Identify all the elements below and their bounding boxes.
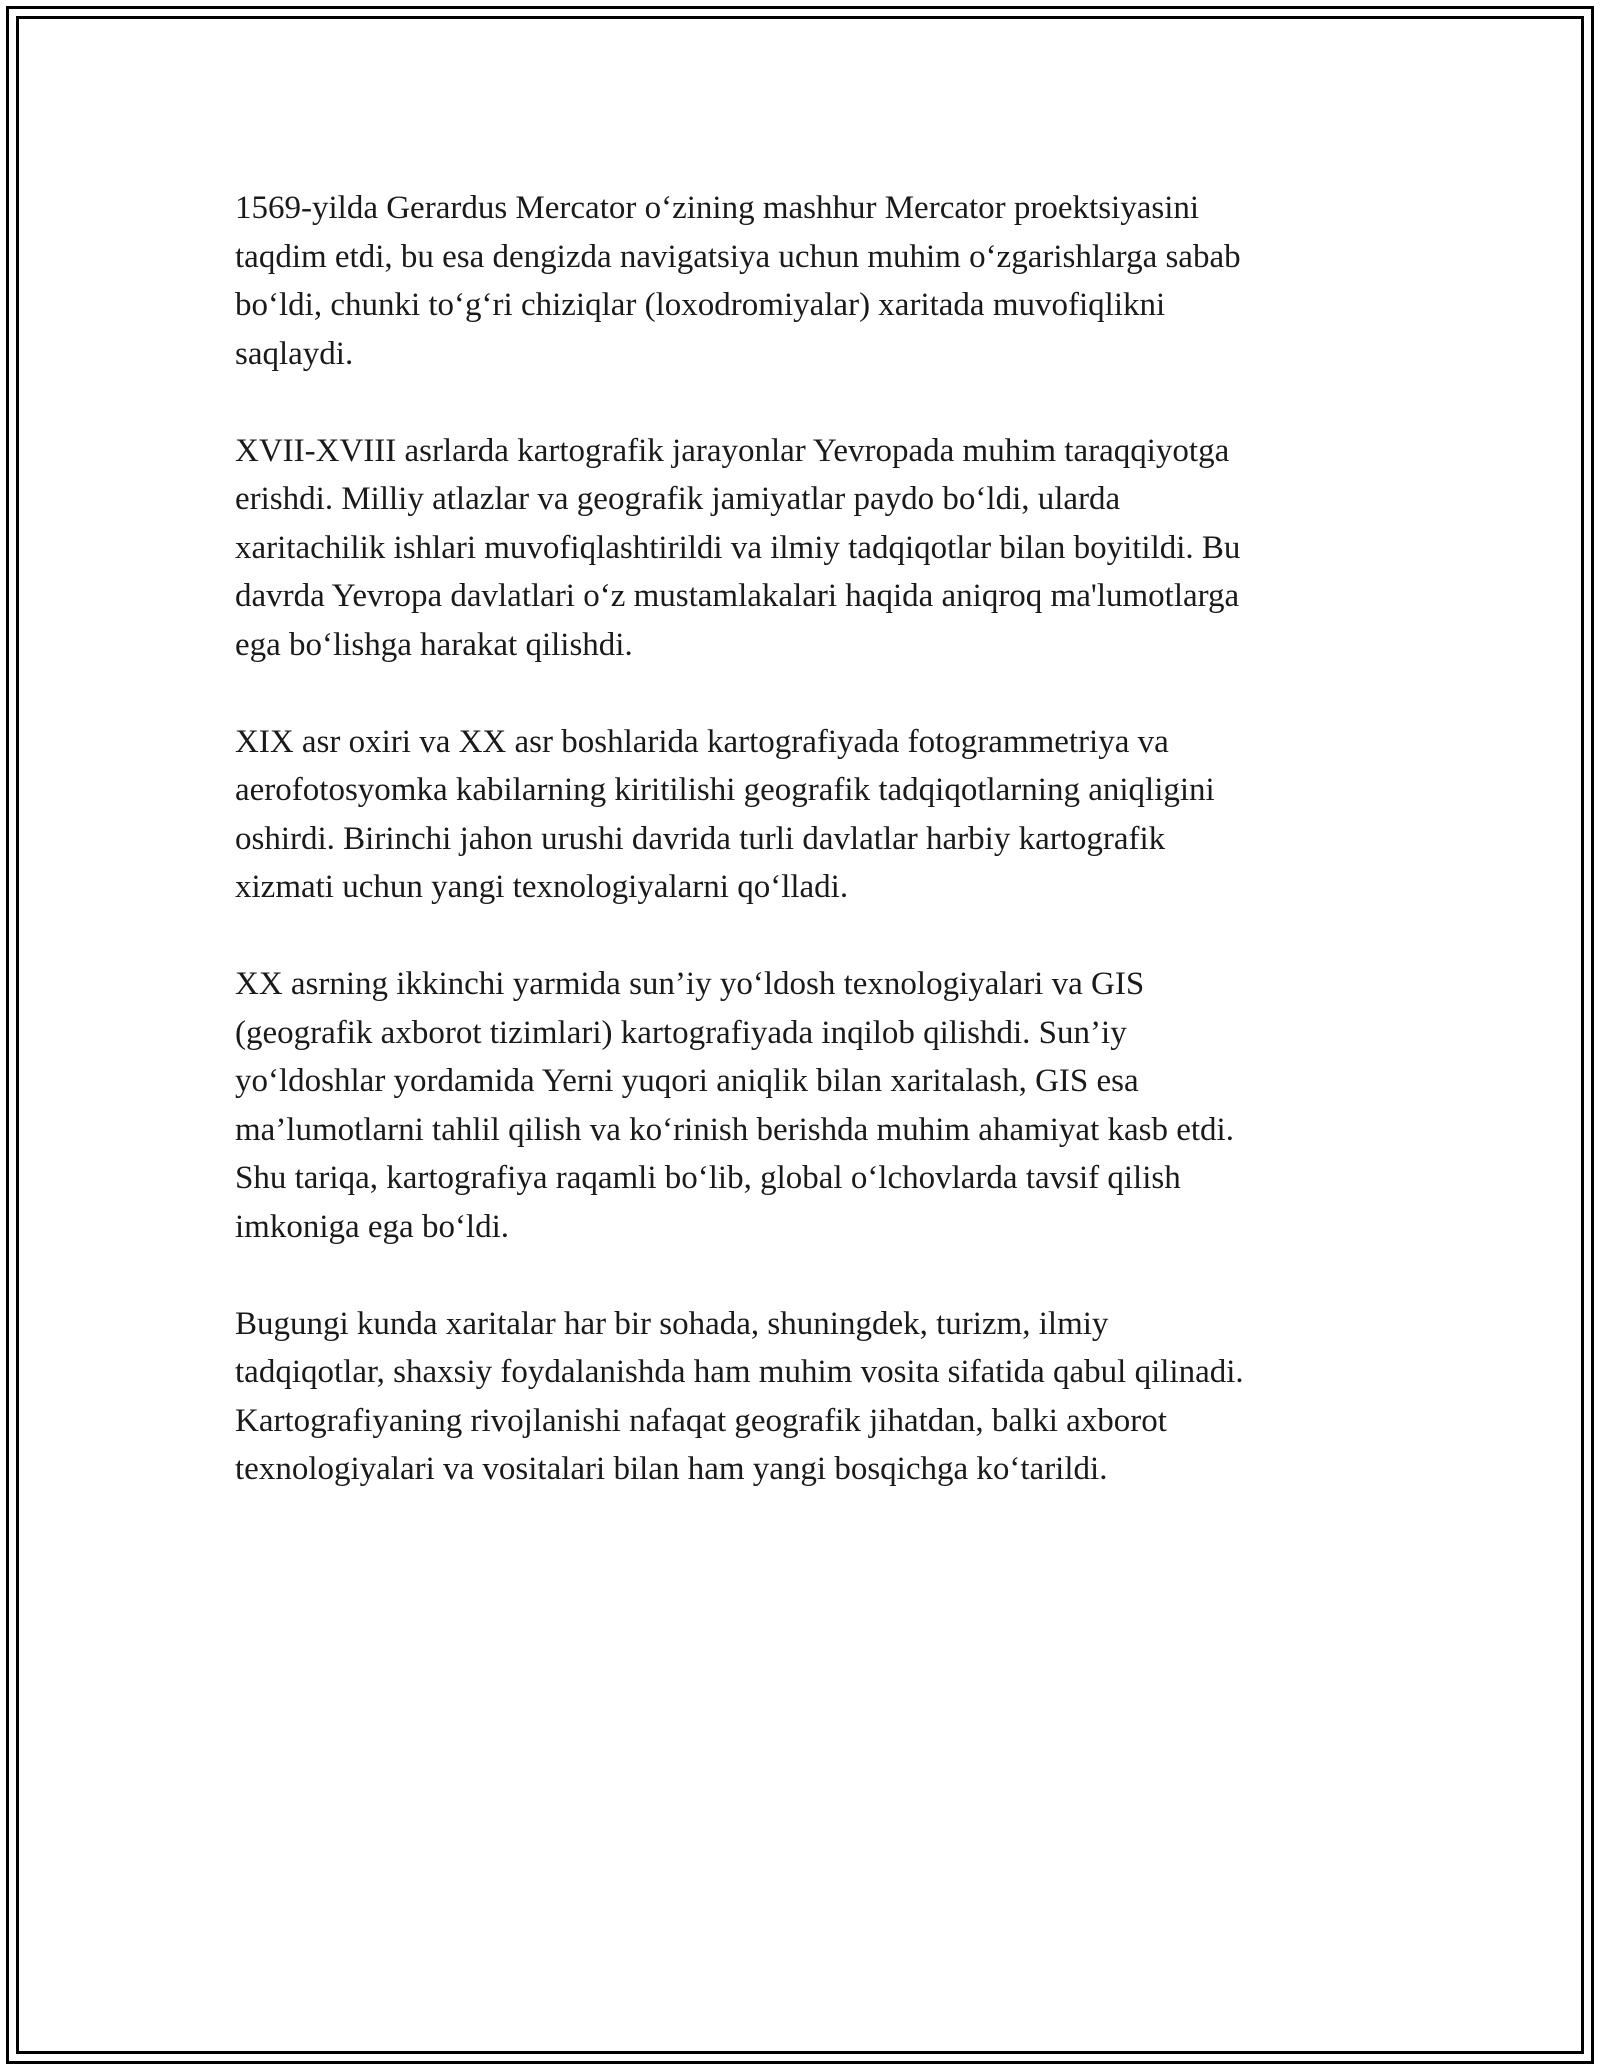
paragraph-19-20-century: XIX asr oxiri va XX asr boshlarida kartografiyada fotogrammetriya va aerofotosyomka kabilarning kiritilishi geografik tadqiqotlarning aniqligini oshirdi. Birinchi jahon urushi davrida turli davlatlar harbiy kartografik xizmati uchun yangi texnologiyalarni qo‘lladi. <box>235 723 1215 905</box>
paragraph-mercator: 1569-yilda Gerardus Mercator o‘zining mashhur Mercator proektsiyasini taqdim etdi, bu esa dengizda navigatsiya uchun muhim o‘zgarishlarga sabab bo‘ldi, chunki to‘g‘ri chiziqlar (loxodromiyalar) xaritada muvofiqlikni saqlaydi. <box>235 190 1241 372</box>
paragraph-17-18-century: XVII-XVIII asrlarda kartografik jarayonlar Yevropada muhim taraqqiyotga erishdi. Milliy atlazlar va geografik jamiyatlar paydo bo‘ldi, ularda xaritachilik ishlari muvofiqlashtirildi va ilmiy tadqiqotlar bilan boyitildi. Bu davrda Yevropa davlatlari o‘z mustamlakalari haqida aniqroq ma'lumotlarga ega bo‘lishga harakat qilishdi. <box>235 432 1241 663</box>
paragraph-today: Bugungi kunda xaritalar har bir sohada, shuningdek, turizm, ilmiy tadqiqotlar, shaxsiy foydalanishda ham muhim vosita sifatida qabul qilinadi. Kartografiyaning rivojlanishi nafaqat geografik jihatdan, balki axborot texnologiyalari va vositalari bilan ham yangi bosqichga ko‘tarildi. <box>235 1305 1244 1487</box>
document-body <box>235 184 1365 1542</box>
paragraph-satellite-gis: XX asrning ikkinchi yarmida sun’iy yo‘ldosh texnologiyalari va GIS (geografik axborot tizimlari) kartografiyada inqilob qilishdi. Sun’iy yo‘ldoshlar yordamida Yerni yuqori aniqlik bilan xaritalash, GIS esa ma’lumotlarni tahlil qilish va ko‘rinish berishda muhim ahamiyat kasb etdi. Shu tariqa, kartografiya raqamli bo‘lib, global o‘lchovlarda tavsif qilish imkoniga ega bo‘ldi. <box>235 966 1234 1245</box>
